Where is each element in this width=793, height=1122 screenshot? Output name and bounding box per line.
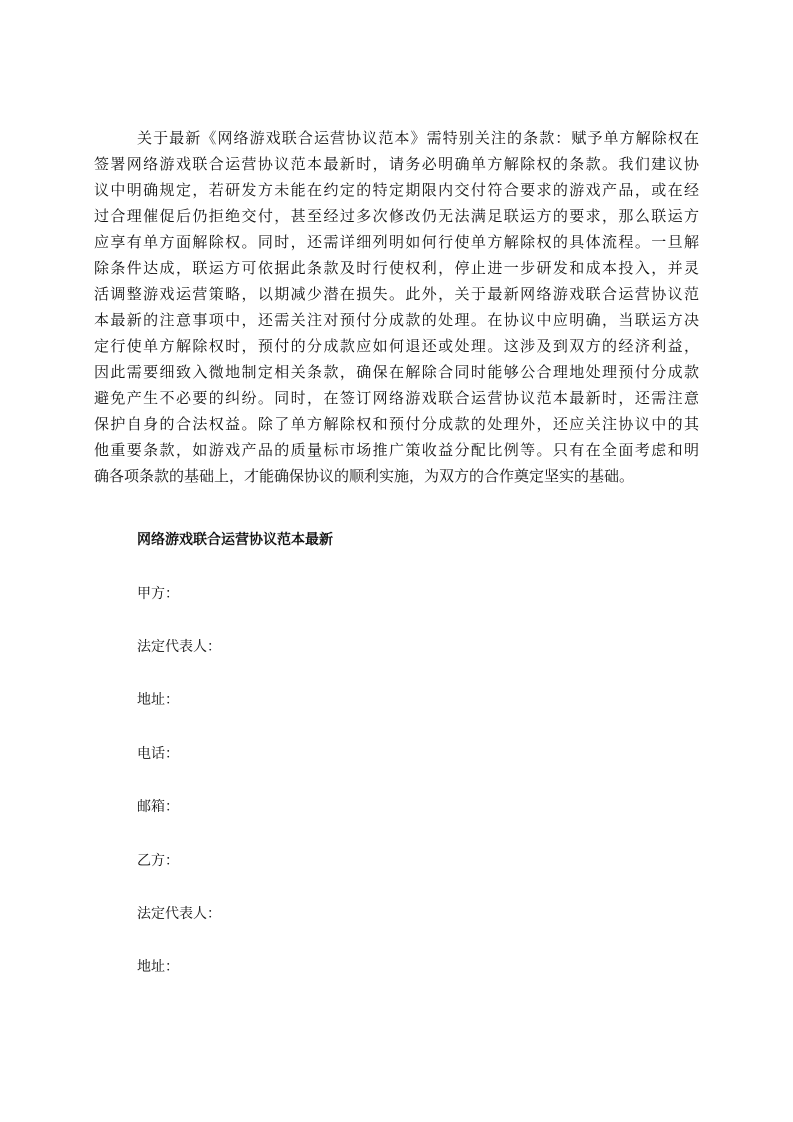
paragraph-line: 避免产生不必要的纠纷。同时，在签订网络游戏联合运营协议范本最新时，还需注意 <box>94 389 699 407</box>
party-b-label: 乙方： <box>137 853 179 869</box>
party-b-address-label: 地址： <box>137 959 179 975</box>
paragraph-line: 因此需要细致入微地制定相关条款，确保在解除合同时能够公合理地处理预付分成款 <box>94 363 699 381</box>
paragraph-line: 确各项条款的基础上，才能确保协议的顺利实施，为双方的合作奠定坚实的基础。 <box>94 467 635 485</box>
paragraph-line: 活调整游戏运营策略，以期减少潜在损失。此外，关于最新网络游戏联合运营协议范 <box>94 285 699 303</box>
party-a-phone-label: 电话： <box>137 746 179 762</box>
paragraph-line: 他重要条款，如游戏产品的质量标市场推广策收益分配比例等。只有在全面考虑和明 <box>94 441 699 459</box>
party-a-representative-label: 法定代表人： <box>137 639 221 655</box>
party-a-email-label: 邮箱： <box>137 799 179 815</box>
paragraph-line: 应享有单方面解除权。同时，还需详细列明如何行使单方解除权的具体流程。一旦解 <box>94 233 699 251</box>
paragraph-line: 议中明确规定，若研发方未能在约定的特定期限内交付符合要求的游戏产品，或在经 <box>94 181 699 199</box>
party-a-address-label: 地址： <box>137 692 179 708</box>
paragraph-line: 保护自身的合法权益。除了单方解除权和预付分成款的处理外，还应关注协议中的其 <box>94 415 699 433</box>
paragraph-line: 定行使单方解除权时，预付的分成款应如何退还或处理。这涉及到双方的经济利益， <box>94 337 699 355</box>
contract-title: 网络游戏联合运营协议范本最新 <box>137 532 333 548</box>
paragraph-line: 过合理催促后仍拒绝交付，甚至经过多次修改仍无法满足联运方的要求，那么联运方 <box>94 207 699 225</box>
party-b-representative-label: 法定代表人： <box>137 906 221 922</box>
paragraph-line: 本最新的注意事项中，还需关注对预付分成款的处理。在协议中应明确，当联运方决 <box>94 311 699 329</box>
party-a-label: 甲方： <box>137 586 179 602</box>
paragraph-line: 关于最新《网络游戏联合运营协议范本》需特别关注的条款：赋予单方解除权在 <box>137 129 699 147</box>
paragraph-line: 签署网络游戏联合运营协议范本最新时，请务必明确单方解除权的条款。我们建议协 <box>94 155 699 173</box>
paragraph-line: 除条件达成，联运方可依据此条款及时行使权利，停止进一步研发和成本投入，并灵 <box>94 259 699 277</box>
